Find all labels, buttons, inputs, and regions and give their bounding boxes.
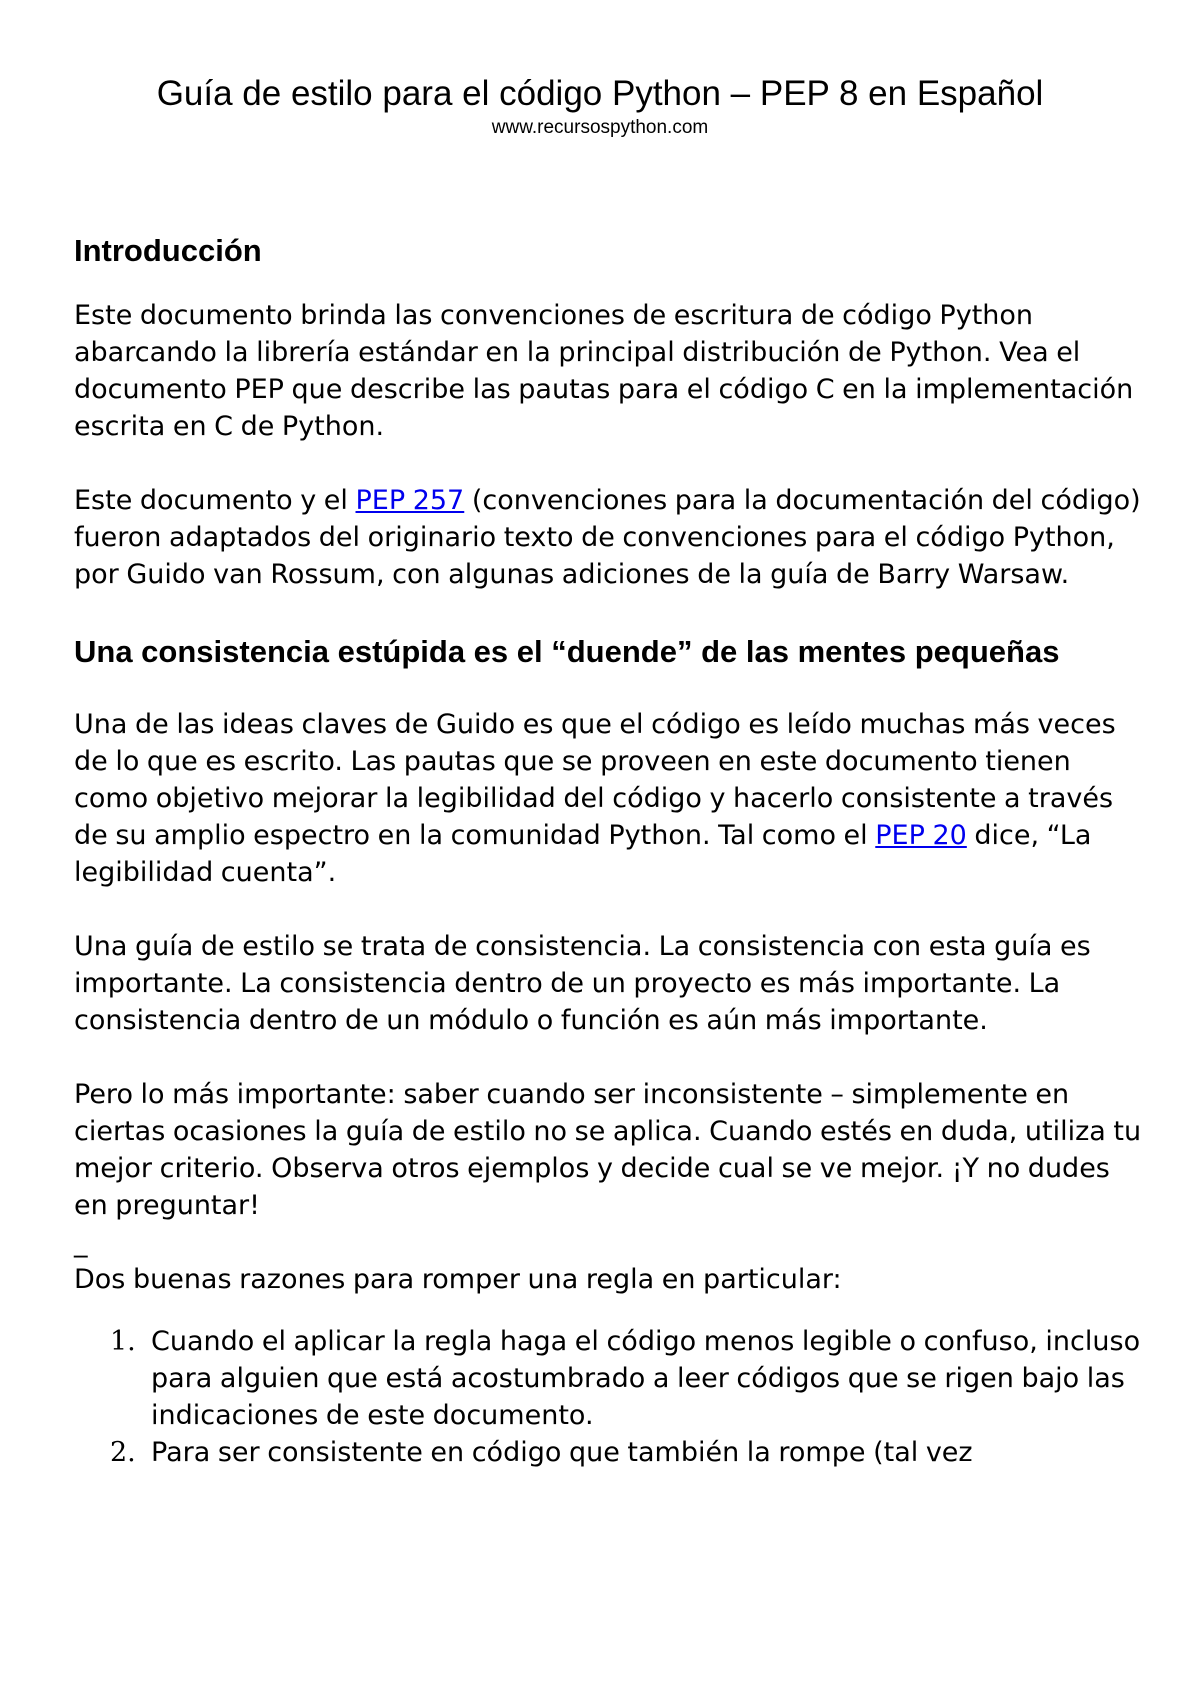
document-page xyxy=(74,72,1144,1471)
heading-introduccion: Introducción xyxy=(74,233,262,268)
list-item-text: Cuando el aplicar la regla haga el código menos legible o confuso, incluso para alguien que está acostumbrado a leer códigos que se rigen bajo las indicaciones de este documento. xyxy=(151,1326,1141,1431)
reasons-list xyxy=(74,1323,1144,1471)
document-url: www.recursospython.com xyxy=(491,117,709,138)
list-item-number: 1. xyxy=(110,1326,136,1357)
consistency-paragraph-1 xyxy=(74,706,1144,891)
consistency-paragraph-2: Una guía de estilo se trata de consistencia. La consistencia con esta guía es importante. La consistencia dentro de un proyecto es más importante. La consistencia dentro de un módulo o función es aún más importante. xyxy=(74,931,1091,1036)
consistency-paragraph-3: Pero lo más importante: saber cuando ser inconsistente – simplemente en ciertas ocasiones la guía de estilo no se aplica. Cuando estés en duda, utiliza tu mejor criterio. Observa otros ejemplos y decide cual se ve mejor. ¡Y no dudes en preguntar! xyxy=(74,1079,1142,1221)
intro-paragraph-2 xyxy=(74,482,1144,593)
consistency-p1-text-before: Una de las ideas claves de Guido es que el código es leído muchas más veces de lo que es escrito. Las pautas que se proveen en este documento tienen como objetivo mejorar la legibilidad del código y hacerlo consistente a través de su amplio espectro en la comunidad Python. Tal como el xyxy=(74,709,1116,851)
intro-p2-text-before: Este documento y el xyxy=(74,485,356,516)
pep-20-link[interactable]: PEP 20 xyxy=(875,820,967,851)
intro-paragraph-1: Este documento brinda las convenciones de escritura de código Python abarcando la librería estándar en la principal distribución de Python. Vea el documento PEP que describe las pautas para el código C en la implementación escrita en C de Python. xyxy=(74,300,1134,442)
document-title: Guía de estilo para el código Python – PEP 8 en Español xyxy=(156,74,1044,113)
pep-257-link[interactable]: PEP 257 xyxy=(355,485,465,516)
separator-underscore: _ xyxy=(74,1227,88,1258)
consistency-paragraph-4: Dos buenas razones para romper una regla en particular: xyxy=(74,1264,842,1295)
heading-consistencia: Una consistencia estúpida es el “duende” de las mentes pequeñas xyxy=(74,634,1060,669)
list-item xyxy=(74,1323,1144,1434)
list-item xyxy=(74,1434,1144,1471)
intro-p2-text-after: (convenciones para la documentación del código) fueron adaptados del originario texto de convenciones para el código Python, por Guido van Rossum, con algunas adiciones de la guía de Barry Warsaw. xyxy=(74,485,1141,590)
list-item-number: 2. xyxy=(110,1437,136,1468)
list-item-text: Para ser consistente en código que también la rompe (tal vez xyxy=(151,1437,973,1468)
consistency-p1-text-after: dice, “La legibilidad cuenta”. xyxy=(74,820,1092,888)
